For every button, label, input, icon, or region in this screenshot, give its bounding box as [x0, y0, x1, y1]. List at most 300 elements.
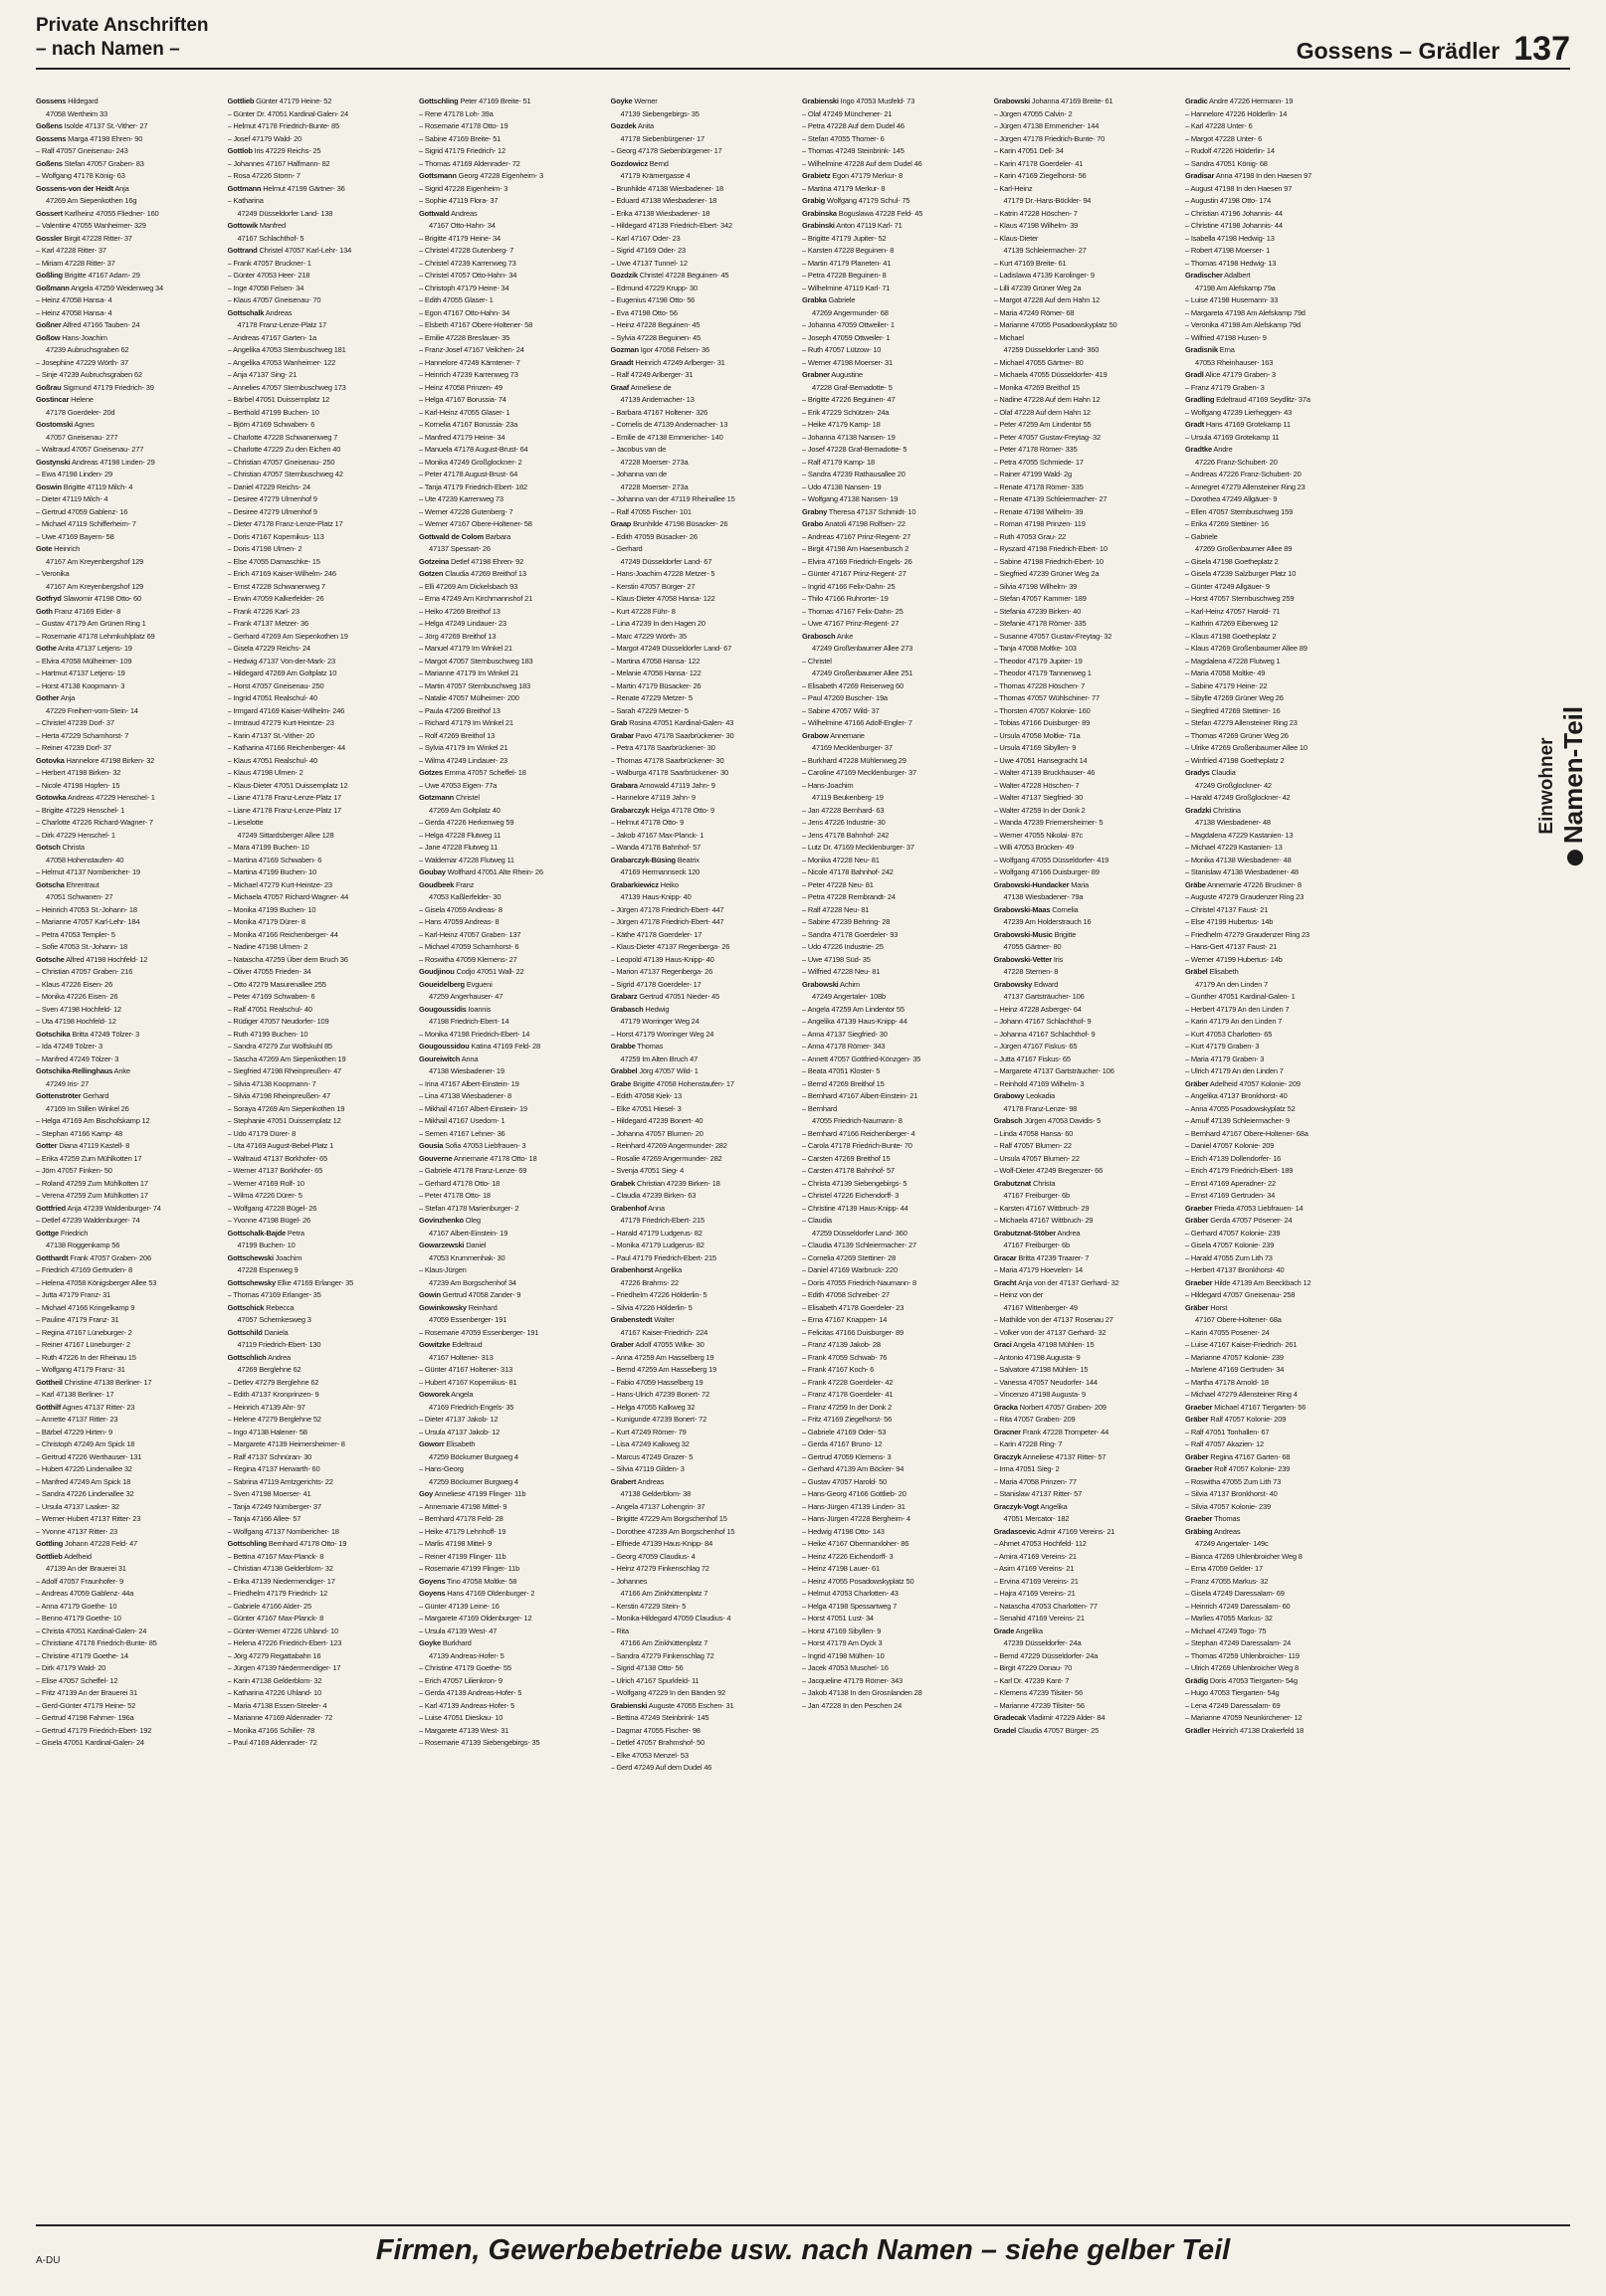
directory-entry [611, 208, 780, 221]
entry-details: – Paula 47269 Breithof 13 [419, 705, 501, 715]
directory-entry [419, 742, 588, 755]
entry-details: – Horst 47179 Am Dyck 3 [802, 1638, 883, 1647]
directory-entry [419, 1538, 588, 1551]
entry-details: – Silvia 47198 Rheinpreußen- 47 [227, 1091, 330, 1100]
directory-entry [1185, 904, 1354, 917]
entry-details: – Ulrich 47269 Uhlenbroicher Weg 8 [1185, 1663, 1299, 1672]
entry-details: – Ulrich 47167 Spurkfeld- 11 [610, 1675, 700, 1685]
entry-details: – Monika 47166 Schiller- 78 [227, 1725, 315, 1735]
entry-surname: Gossens [36, 96, 67, 105]
section-title [36, 14, 209, 62]
entry-details: – Angelika 47053 Wanheimer- 122 [227, 357, 336, 367]
entry-details: – Elsbeth 47167 Obere-Holtener- 58 [419, 320, 533, 329]
entry-details: Frank 47228 Trompeter- 44 [1020, 1427, 1109, 1436]
entry-details: Jörg 47057 Wild- 1 [637, 1066, 699, 1075]
entry-details: Katina 47169 Feld- 28 [469, 1042, 541, 1051]
entry-details: – Elisabeth 47178 Goerdeler- 23 [802, 1302, 904, 1312]
directory-entry [802, 1389, 971, 1402]
entry-details: – Magdalena 47228 Flutweg 1 [1185, 656, 1281, 666]
entry-details: 47138 Wiesbadener- 79a [1003, 892, 1084, 901]
entry-details: – Margarete 47139 West- 31 [419, 1725, 509, 1735]
directory-entry [1185, 1501, 1354, 1514]
directory-entry [36, 195, 205, 208]
entry-details: – Thomas 47169 Aldenrader- 72 [419, 158, 520, 168]
directory-entry [994, 258, 1163, 271]
entry-details: – Christine 47179 Goethe- 55 [419, 1663, 511, 1672]
entry-details: – Ute 47239 Karrenweg 73 [419, 494, 503, 503]
entry-details: – Antonio 47198 Augusta- 9 [993, 1352, 1081, 1362]
directory-column [994, 96, 1163, 2175]
directory-entry [228, 817, 397, 830]
entry-details: 47059 Essenberger- 191 [429, 1315, 507, 1324]
entry-details: Ralf 47057 Kolonie- 209 [1208, 1415, 1287, 1424]
entry-details: Hans 47169 Grotekamp 11 [1204, 420, 1291, 429]
entry-details: – Frank 47137 Metzer- 36 [227, 619, 308, 628]
entry-details: – Josef 47179 Wald- 20 [227, 133, 302, 143]
directory-entry [611, 1463, 780, 1476]
entry-details: – Arnulf 47139 Schleiermacher- 9 [1185, 1116, 1290, 1125]
entry-details: – Sandra 47279 Zur Wolfskuhl 85 [227, 1042, 332, 1051]
entry-details: – Ursula 47169 Sibyllen- 9 [993, 743, 1077, 752]
entry-surname: Grabowy [993, 1091, 1025, 1100]
entry-details: – Christa 47139 Siebengebirgs- 5 [802, 1178, 907, 1188]
entry-details: – Walter 47259 In der Donk 2 [993, 805, 1086, 815]
directory-entry [419, 208, 588, 221]
entry-details: – Uwe 47051 Hansegracht 14 [993, 755, 1088, 765]
directory-entry [228, 1314, 397, 1327]
directory-entry [994, 1029, 1163, 1042]
entry-details: – Angelika 47053 Sternbuschweg 181 [227, 345, 346, 354]
directory-entry [802, 1327, 971, 1340]
entry-details: – Kurt 47169 Breite- 61 [993, 258, 1067, 268]
directory-entry [611, 1016, 780, 1029]
entry-details: – Hartmut 47137 Letjens- 19 [36, 669, 125, 677]
entry-details: – Gertrud 47059 Gablenz- 16 [36, 506, 128, 516]
entry-details: Angela [449, 1390, 474, 1399]
entry-details: 47051 Mercator- 182 [1003, 1514, 1070, 1523]
directory-entry [36, 1737, 205, 1750]
entry-details: Anja 47239 Waldenburger- 74 [65, 1203, 161, 1213]
entry-details: – Gerda 47139 Andreas-Hofer- 5 [419, 1688, 522, 1697]
directory-entry [994, 457, 1163, 470]
directory-entry [1185, 195, 1354, 208]
directory-entry [228, 283, 397, 295]
directory-entry [36, 1252, 205, 1265]
entry-details: – Ruth 47226 In der Rheinau 15 [36, 1352, 136, 1362]
entry-surname: Gotowka [36, 793, 67, 802]
entry-details: – Günter 47249 Allgäuer- 9 [1185, 581, 1270, 591]
entry-surname: Graadt [610, 357, 634, 367]
directory-entry [228, 1488, 397, 1501]
entry-details: – Georg 47059 Claudius- 4 [610, 1551, 696, 1561]
directory-entry [228, 1662, 397, 1675]
entry-details: – Daniel 47229 Reichs- 24 [227, 481, 310, 491]
entry-details: 47249 Großenbaumer Allee 251 [812, 669, 913, 677]
directory-entry [611, 1538, 780, 1551]
directory-entry [994, 593, 1163, 606]
directory-entry [419, 941, 588, 954]
entry-details: – Sarah 47229 Metzer- 5 [610, 705, 689, 715]
entry-details: – Erika 47138 Wiesbadener- 18 [610, 208, 710, 218]
directory-entry [994, 1438, 1163, 1451]
entry-surname: Gottlieb [227, 96, 255, 105]
entry-details: 47055 Gärtner- 80 [1003, 942, 1062, 951]
entry-details: – Gabriele 47166 Alder- 25 [227, 1601, 311, 1611]
directory-entry [802, 145, 971, 158]
directory-entry [228, 1090, 397, 1103]
entry-details: – Sinje 47239 Aubruchsgraben 62 [36, 370, 142, 379]
directory-entry [419, 1637, 588, 1650]
entry-details: – Monika 47199 Buchen- 10 [227, 904, 316, 914]
directory-entry [802, 606, 971, 619]
entry-details: 47249 Iris- 27 [46, 1078, 90, 1088]
entry-details: Auguste 47055 Eschen- 31 [647, 1700, 734, 1710]
entry-details: – Rosemarie 47139 Siebengebirgs- 35 [419, 1738, 540, 1747]
directory-entry [802, 656, 971, 669]
directory-entry [419, 556, 588, 569]
entry-details: – Stefan 47178 Marienburger- 2 [419, 1203, 519, 1213]
entry-details: – Karl-Heinz 47057 Graben- 137 [419, 929, 521, 939]
directory-entry [419, 568, 588, 581]
directory-entry [228, 357, 397, 370]
directory-entry [228, 432, 397, 445]
directory-entry [994, 1588, 1163, 1601]
directory-entry [419, 407, 588, 420]
directory-entry [1185, 1700, 1354, 1713]
directory-entry [994, 1252, 1163, 1265]
entry-details: – Melanie 47058 Hansa- 122 [610, 669, 702, 677]
directory-entry [228, 1041, 397, 1053]
entry-surname: Gradischer [1185, 271, 1223, 280]
directory-entry [1185, 145, 1354, 158]
directory-entry [994, 1190, 1163, 1203]
directory-entry [419, 904, 588, 917]
entry-surname: Graeber [1185, 1203, 1213, 1213]
directory-entry [228, 1451, 397, 1464]
entry-details: Anja von der 47137 Gerhard- 32 [1016, 1277, 1119, 1287]
directory-entry [228, 220, 397, 233]
directory-entry [994, 357, 1163, 370]
directory-entry [611, 1352, 780, 1365]
directory-entry [1185, 96, 1354, 108]
directory-entry [36, 1563, 205, 1576]
directory-entry [1185, 369, 1354, 382]
entry-details: – Vincenzo 47198 Augusta- 9 [993, 1390, 1086, 1399]
entry-details: – Michaela 47057 Richard-Wagner- 44 [227, 892, 349, 901]
directory-entry [802, 457, 971, 470]
directory-entry [228, 1538, 397, 1551]
entry-details: – Ervina 47169 Vereins- 21 [993, 1576, 1079, 1586]
entry-details: 47239 Am Borgschenhof 34 [429, 1277, 516, 1287]
entry-details: – Carsten 47269 Breithof 15 [802, 1153, 891, 1163]
entry-details: – Klaus 47198 Goetheplatz 2 [1185, 631, 1277, 641]
entry-details: – Günter 47167 Prinz-Regent- 27 [802, 569, 906, 578]
entry-details: Detlef 47198 Ehren- 92 [449, 556, 524, 566]
entry-details: – Mara 47199 Buchen- 10 [227, 843, 309, 852]
entry-details: – Ingo 47138 Halener- 58 [227, 1427, 307, 1436]
directory-entry [611, 394, 780, 407]
entry-details: – Karin 47137 St.-Vither- 20 [227, 730, 314, 740]
directory-entry [419, 1737, 588, 1750]
entry-details: – Heinz von der [993, 1290, 1044, 1299]
directory-entry [994, 1414, 1163, 1427]
directory-entry [228, 294, 397, 307]
directory-entry [611, 1427, 780, 1439]
directory-entry [36, 1526, 205, 1539]
directory-entry [36, 1190, 205, 1203]
directory-entry [1185, 1103, 1354, 1116]
entry-details: – Wolfgang 47166 Duisburger- 89 [993, 867, 1100, 876]
entry-details: – Marlis 47198 Mittel- 9 [419, 1539, 493, 1548]
entry-details: – Günter 47167 Max-Planck- 8 [227, 1614, 324, 1623]
directory-entry [994, 1004, 1163, 1017]
directory-entry [419, 830, 588, 843]
directory-entry [1185, 879, 1354, 892]
entry-surname: Gradascevic [993, 1526, 1036, 1536]
entry-details: – Svenja 47051 Sieg- 4 [610, 1166, 685, 1175]
entry-details: – Michael [993, 332, 1024, 342]
directory-entry [36, 618, 205, 631]
entry-details: – Jan 47228 Bernhard- 63 [802, 805, 885, 815]
entry-surname: Goudjinou [419, 967, 455, 976]
entry-details: 47178 Siebenbürgener- 17 [620, 133, 704, 143]
entry-details: – Ernst 47169 Aperadner- 22 [1185, 1178, 1276, 1188]
directory-entry [419, 481, 588, 494]
directory-entry [994, 1687, 1163, 1700]
edition-code: A-DU [36, 2255, 61, 2266]
entry-details: – August 47198 In den Haesen 97 [1185, 183, 1293, 193]
directory-entry [994, 1065, 1163, 1078]
entry-details: – Dirk 47179 Wald- 20 [36, 1663, 106, 1672]
entry-details: Tino 47058 Moltke- 58 [445, 1576, 517, 1586]
directory-entry [1185, 979, 1354, 992]
directory-entry [994, 208, 1163, 221]
directory-entry [419, 1128, 588, 1141]
entry-details: – Klaus-Jürgen [419, 1265, 467, 1274]
entry-details: – Hildegard 47269 Am Goltplatz 10 [227, 669, 337, 677]
entry-details: – Inge 47058 Felsen- 34 [227, 283, 304, 292]
directory-entry [1185, 618, 1354, 631]
entry-details: 47269 Großenbaumer Allee 89 [1195, 544, 1293, 553]
directory-entry [36, 357, 205, 370]
directory-entry [36, 1364, 205, 1377]
directory-entry [419, 891, 588, 904]
directory-entry [1185, 258, 1354, 271]
directory-entry [994, 344, 1163, 357]
entry-details: Peter 47169 Breite- 51 [458, 96, 531, 105]
directory-entry [36, 1501, 205, 1514]
entry-details: Daniel [464, 1241, 487, 1249]
directory-entry [994, 432, 1163, 445]
directory-entry [36, 755, 205, 768]
directory-entry [36, 1700, 205, 1713]
entry-details: – Klaus-Dieter 47137 Regenberga- 26 [610, 942, 730, 951]
entry-details: – Michael 47249 Togo- 75 [1185, 1626, 1267, 1635]
directory-entry [994, 879, 1163, 892]
directory-entry [1185, 742, 1354, 755]
entry-surname: Grabny [802, 506, 828, 516]
entry-details: Hannelore 47198 Birken- 32 [64, 755, 155, 765]
entry-details: – Katharina [227, 196, 264, 205]
entry-details: 47057 Schemkesweg 3 [237, 1315, 311, 1324]
directory-entry [36, 170, 205, 183]
entry-details: – Thomas 47198 Hedwig- 13 [1185, 258, 1277, 268]
entry-details: – Paul 47169 Aldenrader- 72 [227, 1738, 317, 1747]
entry-details: – Eva 47198 Otto- 56 [610, 307, 678, 317]
entry-surname: Grabietz [802, 171, 831, 180]
directory-entry [228, 444, 397, 457]
entry-details: – Käthe 47178 Goerdeler- 17 [610, 929, 703, 939]
entry-details: – Sibylle 47269 Grüner Weg 26 [1185, 693, 1284, 702]
entry-details: – Franz 47139 Jakob- 28 [802, 1340, 881, 1349]
directory-entry [802, 543, 971, 556]
directory-entry [228, 1277, 397, 1290]
entry-details: 47226 Franz-Schubert- 20 [1195, 457, 1278, 467]
entry-details: 47138 Roggenkamp 56 [46, 1241, 120, 1249]
entry-details: – Heinz 47226 Eichendorff- 3 [802, 1551, 894, 1561]
entry-details: – Hans-Joachim 47228 Metzer- 5 [610, 569, 715, 578]
directory-entry [1185, 270, 1354, 283]
entry-details: – Gertrud 47198 Fahrner- 196a [36, 1713, 134, 1722]
directory-entry [1185, 705, 1354, 718]
directory-entry [611, 344, 780, 357]
section-title-line2: – nach Namen – [36, 39, 180, 60]
directory-entry [419, 979, 588, 992]
directory-entry [36, 108, 205, 121]
directory-entry [419, 1053, 588, 1066]
directory-entry [994, 1563, 1163, 1576]
directory-entry [611, 1041, 780, 1053]
entry-details: – Thomas 47259 Uhlenbroicher- 119 [1185, 1650, 1300, 1660]
entry-details: – Maria 47179 Hoevelen- 14 [993, 1265, 1083, 1274]
entry-details: – Kerstin 47057 Bürger- 27 [610, 581, 696, 591]
directory-entry [611, 568, 780, 581]
directory-entry [228, 631, 397, 644]
entry-details: 47239 Aubruchsgraben 62 [46, 345, 129, 354]
entry-details: – Frank 47167 Koch- 6 [802, 1365, 875, 1374]
entry-details: – Hans-Jürgen 47228 Bergheim- 4 [802, 1514, 910, 1523]
entry-details: – Peter 47259 Am Lindentor 55 [993, 420, 1092, 429]
directory-entry [994, 904, 1163, 917]
directory-entry [36, 506, 205, 519]
entry-details: – Willi 47053 Brücken- 49 [993, 843, 1074, 852]
entry-details: – Martin 47057 Sternbuschweg 183 [419, 680, 531, 690]
entry-details: – Christian 47196 Johannis- 44 [1185, 208, 1283, 218]
entry-details: – Beata 47051 Kloster- 5 [802, 1066, 881, 1075]
directory-entry [228, 1065, 397, 1078]
directory-entry [802, 1613, 971, 1626]
directory-entry [1185, 1302, 1354, 1315]
directory-entry [611, 991, 780, 1004]
directory-entry [228, 618, 397, 631]
entry-details: – Lina 47239 In den Hagen 20 [610, 619, 705, 628]
entry-details: – Gabriele 47169 Oder- 53 [802, 1427, 887, 1436]
directory-entry [802, 319, 971, 332]
directory-entry [419, 1327, 588, 1340]
directory-entry [802, 493, 971, 506]
entry-details: 47139 Siebengebirgs- 35 [620, 108, 700, 118]
directory-entry [228, 1551, 397, 1564]
directory-entry [802, 1302, 971, 1315]
entry-details: Elke 47169 Erlanger- 35 [275, 1277, 354, 1287]
directory-entry [228, 307, 397, 320]
entry-details: – Yvonne 47198 Bügel- 26 [227, 1216, 310, 1225]
entry-details: Reinhard [466, 1302, 498, 1312]
entry-details: – Georg 47178 Siebenbürgener- 17 [610, 146, 722, 155]
directory-entry [419, 469, 588, 481]
entry-details: – Stanislaw 47137 Ritter- 57 [993, 1489, 1083, 1498]
entry-details: – Roland 47259 Zum Mühlkotten 17 [36, 1178, 148, 1188]
entry-details: – Peter 47228 Neu- 81 [802, 879, 874, 889]
directory-entry [1185, 855, 1354, 867]
directory-entry [419, 270, 588, 283]
entry-details: Anneliese 47199 Flinger- 11b [433, 1489, 526, 1498]
entry-details: – Karin 47051 Dell- 34 [993, 146, 1064, 155]
entry-surname: Grabenhof [610, 1203, 647, 1213]
entry-details: – Ralf 47137 Schnüran- 30 [227, 1451, 312, 1461]
entry-details: – Gisela 47057 Kolonie- 239 [1185, 1241, 1275, 1249]
directory-entry [1185, 1190, 1354, 1203]
entry-details: – Harald 47055 Zum Lith 73 [1185, 1252, 1273, 1262]
directory-entry [228, 543, 397, 556]
directory-entry [1185, 991, 1354, 1004]
directory-entry [228, 270, 397, 283]
directory-entry [1185, 866, 1354, 879]
entry-details: Britta 47249 Tölzer- 3 [70, 1029, 139, 1039]
entry-details: Codjo 47051 Wall- 22 [454, 967, 524, 976]
entry-details: Slawomir 47198 Otto- 60 [61, 594, 141, 603]
entry-details: – Friedrich 47169 Gertruden- 8 [36, 1265, 132, 1274]
entry-surname: Gräbing [1185, 1526, 1213, 1536]
entry-details: – Horst 47051 Lust- 34 [802, 1614, 874, 1623]
entry-surname: Grabowski-Hundacker [993, 879, 1070, 889]
directory-entry [228, 767, 397, 780]
entry-details: Anton 47119 Karl- 71 [834, 221, 903, 230]
entry-details: Norbert 47057 Graben- 209 [1017, 1402, 1106, 1412]
entry-details: Christian 47239 Birken- 18 [635, 1178, 720, 1188]
entry-details: – Klaus 47057 Gneisenau- 70 [227, 295, 321, 304]
directory-entry [802, 618, 971, 631]
entry-details: – Detlef 47057 Brahmshof- 50 [610, 1738, 704, 1747]
directory-entry [1185, 767, 1354, 780]
directory-entry [36, 1389, 205, 1402]
directory-entry [36, 1626, 205, 1638]
directory-entry [1185, 1065, 1354, 1078]
entry-details: Thomas [635, 1042, 664, 1051]
directory-entry [611, 1115, 780, 1128]
directory-entry [802, 357, 971, 370]
entry-details: – Jürgen 47139 Niedermendiger- 17 [227, 1663, 341, 1672]
directory-entry [994, 1140, 1163, 1153]
entry-details: – Jürgen 47178 Friedrich-Ebert- 447 [610, 904, 724, 914]
directory-entry [802, 755, 971, 768]
directory-entry [419, 916, 588, 929]
entry-details: – Tobias 47166 Duisburger- 89 [993, 718, 1091, 727]
directory-entry [611, 954, 780, 967]
entry-details: – Uwe 47137 Tunnel- 12 [610, 258, 688, 268]
entry-surname: Gottsmann [419, 171, 457, 180]
directory-entry [611, 1700, 780, 1713]
directory-entry [419, 631, 588, 644]
entry-surname: Grabutznat [993, 1178, 1032, 1188]
entry-details: – Natascha 47259 Über dem Bruch 36 [227, 954, 348, 964]
entry-details: – Michael 47279 Kurt-Heintze- 23 [227, 879, 332, 889]
entry-surname: Grabinska [802, 208, 837, 218]
entry-details: – Ernst 47169 Gertruden- 34 [1185, 1191, 1276, 1200]
directory-entry [419, 1687, 588, 1700]
directory-entry [802, 866, 971, 879]
directory-entry [1185, 1140, 1354, 1153]
